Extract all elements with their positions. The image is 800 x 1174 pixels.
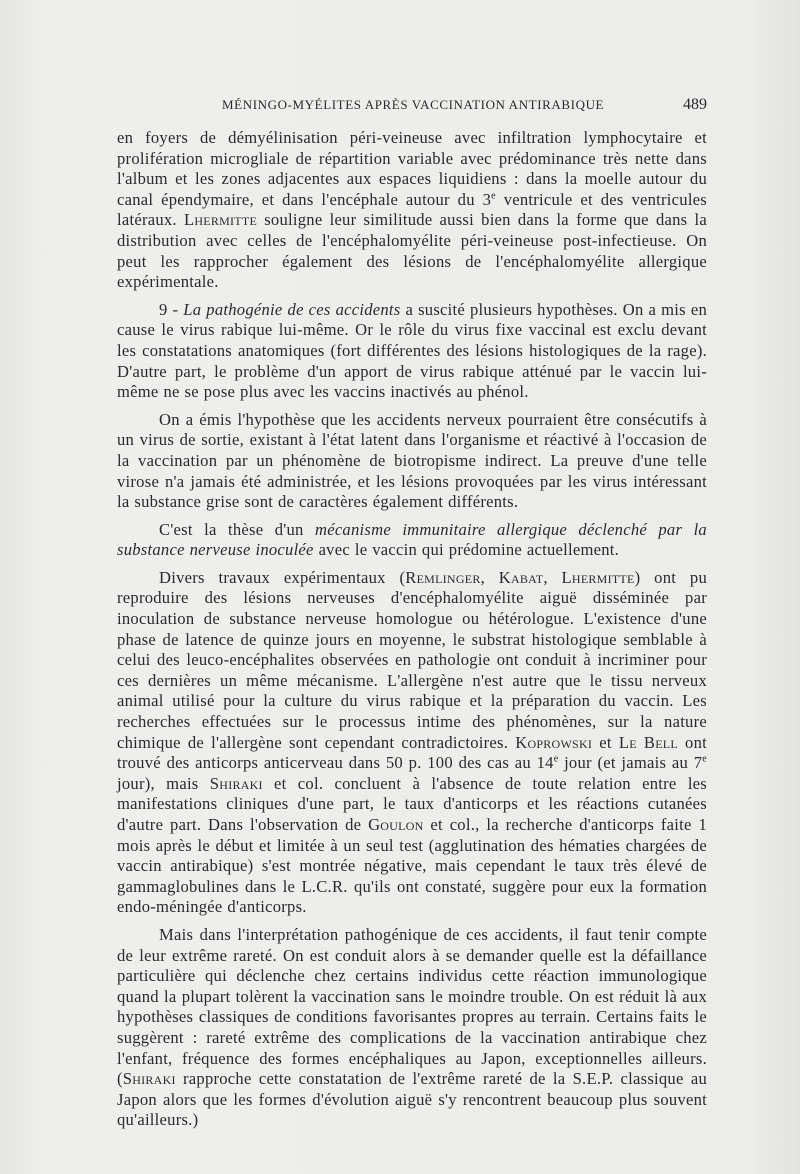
- text-run: ont trouvé des anticorps anticerveau dans 50 p. 100 des cas au 14: [117, 732, 707, 773]
- text-run: Mais dans l'interprétation pathogénique de ces accidents, il faut tenir compte de leur extrême rareté. On est conduit alors à se demander quelle est la défaillance particulière qui déclenche chez certains individus cette réaction immunologique quand la plupart tolèrent la vaccination sans le moindre trouble. On est réduit là aux hypothèses classiques de conditions favorisantes propres au terrain. Certains faits le suggèrent : rareté extrême des complications de la vaccination antirabique chez l'enfant, fréquence des formes encéphaliques au Japon, exceptionnelles ailleurs. (: [117, 924, 707, 1089]
- text-run: souligne leur similitude aussi bien dans la forme que dans la distribution avec celles de l'encéphalomyélite péri-veineuse post-infectieuse. On peut les rapprocher également des lésions de l'encéphalomyélite allergique expérimentale.: [117, 210, 707, 292]
- author-name: Koprowski: [515, 732, 593, 752]
- author-name: Shiraki: [209, 773, 263, 793]
- superscript: e: [702, 753, 707, 765]
- paragraph-1: [117, 128, 707, 293]
- text-run: avec le vaccin qui prédomine actuellement.: [313, 540, 620, 560]
- text-run: en foyers de démyélinisation péri-veineuse avec infiltration lymphocytaire et prolifération microgliale de répartition variable avec prédominance très nette dans l'album et les zones adjacentes aux espaces liquidiens : dans la moelle autour du canal épendymaire, et dans l'encéphale autour du 3: [117, 128, 707, 209]
- running-header: [117, 96, 707, 114]
- text-run: C'est la thèse d'un: [159, 519, 315, 539]
- paragraph-2: [117, 300, 707, 403]
- running-title: MÉNINGO-MYÉLITES APRÈS VACCINATION ANTIRABIQUE: [222, 97, 605, 112]
- author-name: Le Bell: [618, 732, 678, 752]
- paragraph-3: On a émis l'hypothèse que les accidents nerveux pourraient être consécutifs à un virus de sortie, existant à l'état latent dans l'organisme et réactivé à l'occasion de la vaccination par un phénomène de biotropisme indirect. La preuve d'une telle virose n'a jamais été administrée, et les lésions provoquées par les virus intéressant la substance grise sont de caractères également différents.: [117, 409, 707, 512]
- text-run: Divers travaux expérimentaux (: [159, 567, 406, 587]
- text-run: a suscité plusieurs hypothèses. On a mis en cause le virus rabique lui-même. Or le rôle du virus fixe vaccinal est exclu devant les constatations anatomiques (fort différentes des lésions histologiques de la rage). D'autre part, le problème d'un apport de virus rabique atténué par le vaccin lui-même ne se pose plus avec les vaccins inactivés au phénol.: [117, 299, 707, 402]
- text-run: et: [592, 732, 619, 752]
- body-text: [117, 128, 707, 1138]
- text-run: rapproche cette constatation de l'extrême rareté de la S.E.P. classique au Japon alors que les formes d'évolution aiguë s'y rencontrent beaucoup plus souvent qu'ailleurs.): [117, 1069, 707, 1130]
- paragraph-5: [117, 568, 707, 918]
- text-run: jour (et jamais au 7: [558, 753, 703, 773]
- author-name: Shiraki: [122, 1069, 176, 1089]
- author-name: Remlinger, Kabat, Lhermitte: [405, 567, 635, 587]
- paragraph-4: [117, 520, 707, 561]
- section-title: La pathogénie de ces accidents: [183, 299, 401, 319]
- superscript: e: [491, 190, 496, 202]
- emphasis: mécanisme immunitaire allergique déclenché par la substance nerveuse inoculée: [117, 519, 707, 560]
- text-run: et col. concluent à l'absence de toute relation entre les manifestations cliniques d'une part, le taux d'anticorps et les réactions cutanées d'autre part. Dans l'observation de: [117, 773, 707, 834]
- text-run: jour), mais: [117, 773, 210, 793]
- page-number: 489: [683, 96, 707, 113]
- author-name: Goulon: [368, 815, 424, 834]
- author-name: Lhermitte: [184, 210, 258, 230]
- paragraph-6: [117, 925, 707, 1131]
- superscript: e: [553, 753, 559, 765]
- section-number: 9 -: [159, 299, 184, 319]
- text-run: et col., la recherche d'anticorps faite 1 mois après le début et limitée à un seul test (agglutination des hématies chargées de vaccin antirabique) s'est montrée négative, mais cependant le taux très élevé de gammaglobulines dans le L.C.R. qu'ils ont constaté, suggère pour eux la formation endo-méningée d'anticorps.: [117, 815, 707, 917]
- text-run: ) ont pu reproduire des lésions nerveuses d'encéphalomyélite aiguë disséminée par inoculation de substance nerveuse homologue ou hétérologue. L'existence d'une phase de latence de quinze jours en moyenne, le substrat histologique semblable à celui des leuco-encéphalites observées en pathologie ont conduit à incriminer pour ces dernières un même mécanisme. L'allergène n'est autre que le tissu nerveux animal utilisé pour la culture du virus rabique et la préparation du vaccin. Les recherches effectuées sur le processus intime des phénomènes, sur la nature chimique de l'allergène sont cependant contradictoires.: [117, 567, 707, 752]
- text-run: ventricule et des ventricules latéraux.: [117, 189, 707, 230]
